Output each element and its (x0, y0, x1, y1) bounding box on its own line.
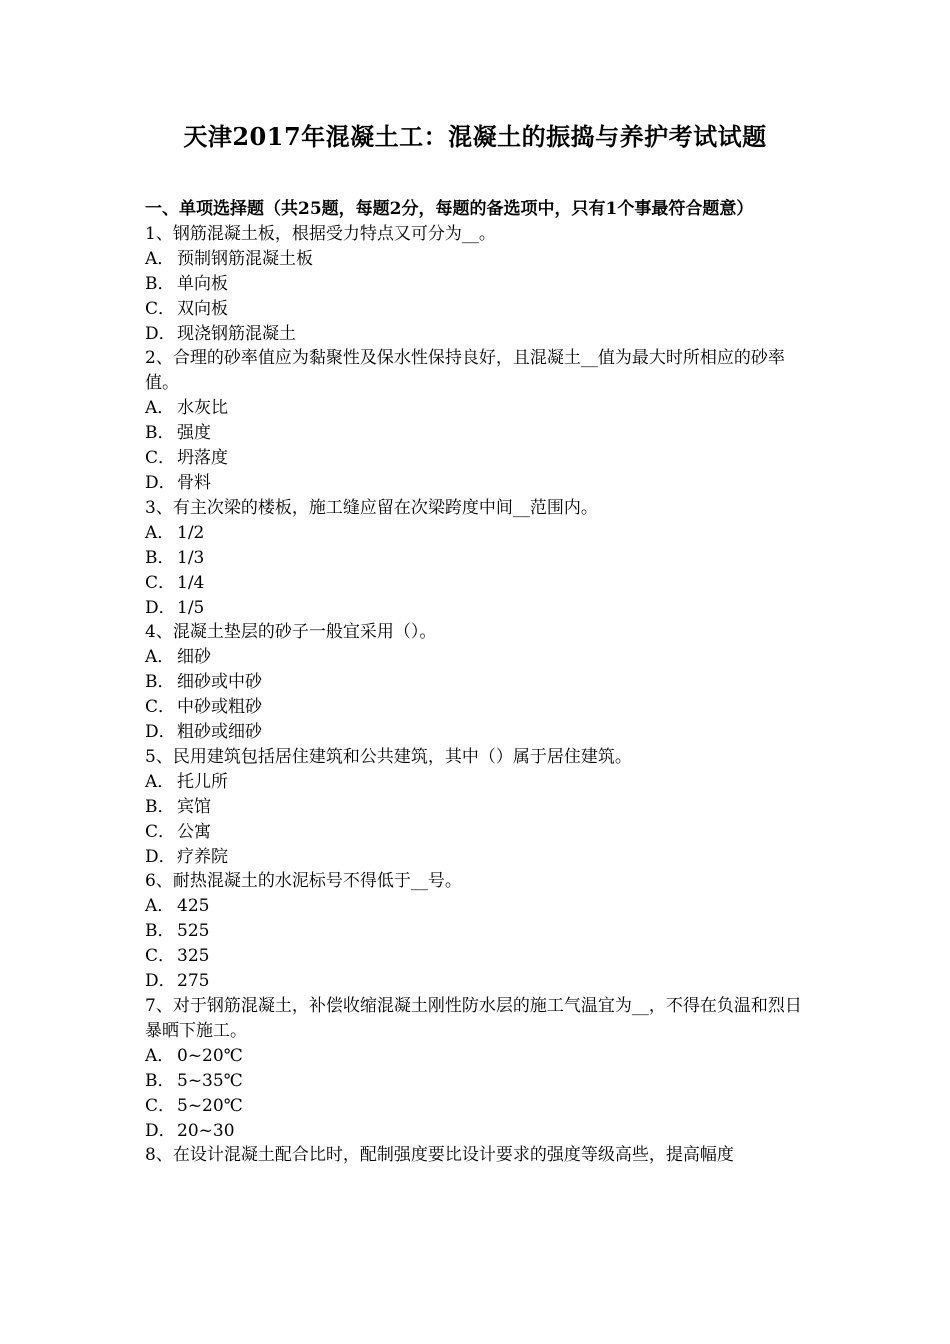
option-text: 现浇钢筋混凝土 (177, 323, 296, 344)
option-text: 0~20℃ (177, 1045, 243, 1066)
option-b (145, 272, 813, 297)
option-d (145, 322, 813, 347)
option-text: 1/4 (177, 572, 205, 593)
option-b (145, 1069, 813, 1094)
document-title: 天津2017年混凝土工：混凝土的振捣与养护考试试题 (183, 122, 767, 151)
option-letter: C． (145, 946, 176, 967)
option-text: 275 (177, 971, 210, 992)
option-letter: B． (145, 796, 175, 817)
option-d (145, 969, 813, 994)
question-text: 8、在设计混凝土配合比时，配制强度要比设计要求的强度等级高些，提高幅度 (145, 1145, 734, 1166)
option-c (145, 446, 813, 471)
option-letter: D． (145, 1120, 176, 1141)
option-d (145, 720, 813, 745)
question-1 (145, 222, 813, 347)
option-letter: A． (145, 896, 175, 917)
option-letter: C． (145, 298, 176, 319)
option-text: 单向板 (177, 273, 228, 294)
document-content (145, 197, 813, 1168)
question-text: 3、有主次梁的楼板，施工缝应留在次梁跨度中间__范围内。 (145, 497, 598, 518)
option-b (145, 421, 813, 446)
option-text: 宾馆 (177, 796, 211, 817)
option-text: 525 (177, 921, 210, 942)
option-text: 1/2 (177, 522, 205, 543)
option-letter: B． (145, 547, 175, 568)
question-text: 2、合理的砂率值应为黏聚性及保水性保持良好，且混凝土__值为最大时所相应的砂率值。 (145, 348, 785, 394)
option-text: 疗养院 (177, 846, 228, 867)
question-7 (145, 994, 813, 1143)
option-b (145, 546, 813, 571)
question-6 (145, 869, 813, 994)
option-text: 20~30 (177, 1120, 235, 1141)
option-letter: A． (145, 771, 175, 792)
option-letter: D． (145, 323, 176, 344)
option-text: 5~35℃ (177, 1070, 243, 1091)
option-text: 粗砂或细砂 (177, 722, 262, 743)
option-text: 细砂 (177, 647, 211, 668)
option-letter: A． (145, 647, 175, 668)
option-text: 预制钢筋混凝土板 (177, 248, 313, 269)
option-text: 425 (177, 896, 210, 917)
option-a (145, 770, 813, 795)
option-text: 中砂或粗砂 (177, 697, 262, 718)
option-text: 骨料 (177, 472, 211, 493)
option-text: 1/5 (177, 597, 205, 618)
option-text: 325 (177, 946, 210, 967)
option-c (145, 944, 813, 969)
option-a (145, 396, 813, 421)
option-text: 水灰比 (177, 398, 228, 419)
option-d (145, 1119, 813, 1144)
question-text: 4、混凝土垫层的砂子一般宜采用（）。 (145, 622, 437, 643)
question-5 (145, 745, 813, 870)
option-text: 5~20℃ (177, 1095, 243, 1116)
question-2 (145, 346, 813, 495)
option-letter: B． (145, 273, 175, 294)
option-letter: D． (145, 846, 176, 867)
question-4 (145, 620, 813, 745)
option-letter: D． (145, 722, 176, 743)
option-c (145, 695, 813, 720)
question-8 (145, 1143, 813, 1168)
question-3 (145, 496, 813, 621)
option-a (145, 521, 813, 546)
option-letter: C． (145, 697, 176, 718)
question-text: 5、民用建筑包括居住建筑和公共建筑，其中（）属于居住建筑。 (145, 746, 632, 767)
option-d (145, 471, 813, 496)
option-c (145, 820, 813, 845)
option-text: 细砂或中砂 (177, 672, 262, 693)
option-text: 1/3 (177, 547, 205, 568)
option-letter: C． (145, 572, 176, 593)
option-a (145, 645, 813, 670)
option-letter: C． (145, 821, 176, 842)
option-letter: C． (145, 448, 176, 469)
option-text: 公寓 (177, 821, 211, 842)
option-b (145, 795, 813, 820)
question-text: 7、对于钢筋混凝土，补偿收缩混凝土刚性防水层的施工气温宜为__，不得在负温和烈日暴晒下施工。 (145, 996, 802, 1041)
option-letter: C． (145, 1095, 176, 1116)
option-text: 双向板 (177, 298, 228, 319)
option-b (145, 919, 813, 944)
option-d (145, 596, 813, 621)
option-letter: A． (145, 1045, 175, 1066)
option-letter: B． (145, 423, 175, 444)
option-text: 强度 (177, 423, 211, 444)
option-letter: D． (145, 971, 176, 992)
option-c (145, 297, 813, 322)
option-letter: D． (145, 472, 176, 493)
question-text: 1、钢筋混凝土板，根据受力特点又可分为__。 (145, 223, 496, 244)
option-c (145, 571, 813, 596)
option-b (145, 670, 813, 695)
option-letter: D． (145, 597, 176, 618)
option-d (145, 845, 813, 870)
option-a (145, 894, 813, 919)
option-a (145, 247, 813, 272)
option-letter: A． (145, 522, 175, 543)
option-letter: A． (145, 398, 175, 419)
option-c (145, 1094, 813, 1119)
question-text: 6、耐热混凝土的水泥标号不得低于__号。 (145, 871, 462, 892)
option-letter: B． (145, 921, 175, 942)
section-heading: 一、单项选择题（共25题，每题2分，每题的备选项中，只有1个事最符合题意） (145, 199, 754, 219)
option-a (145, 1044, 813, 1069)
option-text: 坍落度 (177, 448, 228, 469)
option-text: 托儿所 (177, 771, 228, 792)
option-letter: B． (145, 1070, 175, 1091)
option-letter: A． (145, 248, 175, 269)
option-letter: B． (145, 672, 175, 693)
